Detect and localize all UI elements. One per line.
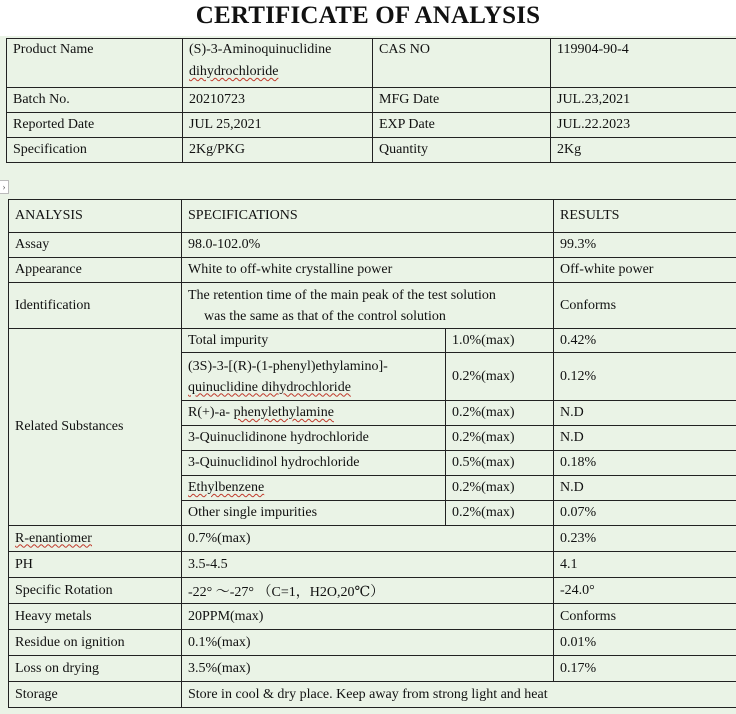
related-item-text: Ethylbenzene bbox=[188, 480, 265, 495]
loss-result: 0.17% bbox=[554, 656, 736, 682]
related-item-line2: quinuclidine dihydrochloride bbox=[188, 379, 351, 395]
related-item bbox=[182, 401, 446, 426]
product-name-line1: (S)-3-Aminoquinuclidine bbox=[189, 42, 332, 57]
related-result: N.D bbox=[554, 401, 736, 426]
identification-result: Conforms bbox=[554, 283, 736, 329]
ph-name: PH bbox=[9, 552, 182, 578]
product-name-value bbox=[183, 39, 373, 88]
heavy-metals-name: Heavy metals bbox=[9, 604, 182, 630]
product-name-line2: dihydrochloride bbox=[189, 64, 279, 79]
cas-label: CAS NO bbox=[373, 39, 551, 88]
table-row bbox=[9, 329, 736, 353]
related-substances-name: Related Substances bbox=[9, 329, 182, 526]
header-results: RESULTS bbox=[554, 200, 736, 233]
header-specifications: SPECIFICATIONS bbox=[182, 200, 554, 233]
quantity-value: 2Kg bbox=[551, 138, 736, 163]
identification-spec-line1: The retention time of the main peak of the test solution bbox=[188, 287, 496, 303]
related-item: Other single impurities bbox=[182, 501, 446, 526]
identification-spec-line2: was the same as that of the control solution bbox=[204, 308, 446, 324]
rotation-spec: -22° ～-27° （C=1，H2O,20℃） bbox=[182, 578, 554, 604]
related-item: 3-Quinuclidinone hydrochloride bbox=[182, 426, 446, 451]
table-row bbox=[9, 630, 736, 656]
table-row bbox=[9, 604, 736, 630]
ph-spec: 3.5-4.5 bbox=[182, 552, 554, 578]
related-item: Total impurity bbox=[182, 329, 446, 353]
related-limit: 0.5%(max) bbox=[446, 451, 554, 476]
mfg-date-label: MFG Date bbox=[373, 88, 551, 113]
related-limit: 0.2%(max) bbox=[446, 401, 554, 426]
related-result: 0.18% bbox=[554, 451, 736, 476]
table-row bbox=[9, 283, 736, 329]
r-enantiomer-text: R-enantiomer bbox=[15, 530, 92, 546]
cas-value: 119904-90-4 bbox=[551, 39, 736, 88]
related-result: 0.07% bbox=[554, 501, 736, 526]
product-info-table bbox=[6, 38, 736, 163]
table-row bbox=[9, 682, 736, 708]
related-result: N.D bbox=[554, 426, 736, 451]
related-item-prefix: R(+)-a- bbox=[188, 405, 234, 420]
info-row-specification bbox=[7, 138, 736, 163]
exp-date-value: JUL.22.2023 bbox=[551, 113, 736, 138]
quantity-label: Quantity bbox=[373, 138, 551, 163]
table-row bbox=[9, 656, 736, 682]
identification-name: Identification bbox=[9, 283, 182, 329]
related-limit: 0.2%(max) bbox=[446, 501, 554, 526]
expand-arrow-icon[interactable]: › bbox=[0, 180, 9, 194]
related-limit: 0.2%(max) bbox=[446, 476, 554, 501]
related-limit: 0.2%(max) bbox=[446, 353, 554, 401]
table-row bbox=[9, 526, 736, 552]
assay-name: Assay bbox=[9, 233, 182, 258]
product-name-label: Product Name bbox=[7, 39, 183, 88]
heavy-metals-result: Conforms bbox=[554, 604, 736, 630]
analysis-header-row bbox=[9, 200, 736, 233]
related-item-line1: (3S)-3-[(R)-(1-phenyl)ethylamino]- bbox=[188, 358, 388, 374]
mfg-date-value: JUL.23,2021 bbox=[551, 88, 736, 113]
appearance-spec: White to off-white crystalline power bbox=[182, 258, 554, 283]
residue-name: Residue on ignition bbox=[9, 630, 182, 656]
related-limit: 0.2%(max) bbox=[446, 426, 554, 451]
table-row bbox=[9, 258, 736, 283]
related-result: N.D bbox=[554, 476, 736, 501]
storage-name: Storage bbox=[9, 682, 182, 708]
info-row-batch bbox=[7, 88, 736, 113]
related-result: 0.12% bbox=[554, 353, 736, 401]
info-row-reported bbox=[7, 113, 736, 138]
storage-spec: Store in cool & dry place. Keep away from strong light and heat bbox=[182, 682, 736, 708]
table-row bbox=[9, 233, 736, 258]
related-result: 0.42% bbox=[554, 329, 736, 353]
r-enantiomer-name bbox=[9, 526, 182, 552]
appearance-name: Appearance bbox=[9, 258, 182, 283]
header-analysis: ANALYSIS bbox=[9, 200, 182, 233]
rotation-result: -24.0° bbox=[554, 578, 736, 604]
loss-name: Loss on drying bbox=[9, 656, 182, 682]
identification-spec bbox=[182, 283, 554, 329]
related-item bbox=[182, 476, 446, 501]
table-row bbox=[9, 552, 736, 578]
r-enantiomer-spec: 0.7%(max) bbox=[182, 526, 554, 552]
assay-result: 99.3% bbox=[554, 233, 736, 258]
specification-value: 2Kg/PKG bbox=[183, 138, 373, 163]
batch-value: 20210723 bbox=[183, 88, 373, 113]
related-limit: 1.0%(max) bbox=[446, 329, 554, 353]
residue-result: 0.01% bbox=[554, 630, 736, 656]
heavy-metals-spec: 20PPM(max) bbox=[182, 604, 554, 630]
page-title: CERTIFICATE OF ANALYSIS bbox=[0, 0, 736, 36]
assay-spec: 98.0-102.0% bbox=[182, 233, 554, 258]
appearance-result: Off-white power bbox=[554, 258, 736, 283]
r-enantiomer-result: 0.23% bbox=[554, 526, 736, 552]
residue-spec: 0.1%(max) bbox=[182, 630, 554, 656]
ph-result: 4.1 bbox=[554, 552, 736, 578]
table-row bbox=[9, 578, 736, 604]
loss-spec: 3.5%(max) bbox=[182, 656, 554, 682]
batch-label: Batch No. bbox=[7, 88, 183, 113]
related-item-squig: phenylethylamine bbox=[233, 405, 334, 420]
related-item: 3-Quinuclidinol hydrochloride bbox=[182, 451, 446, 476]
related-item bbox=[182, 353, 446, 401]
reported-date-value: JUL 25,2021 bbox=[183, 113, 373, 138]
exp-date-label: EXP Date bbox=[373, 113, 551, 138]
info-row-product bbox=[7, 39, 736, 88]
analysis-table bbox=[8, 199, 736, 708]
specification-label: Specification bbox=[7, 138, 183, 163]
rotation-name: Specific Rotation bbox=[9, 578, 182, 604]
reported-date-label: Reported Date bbox=[7, 113, 183, 138]
